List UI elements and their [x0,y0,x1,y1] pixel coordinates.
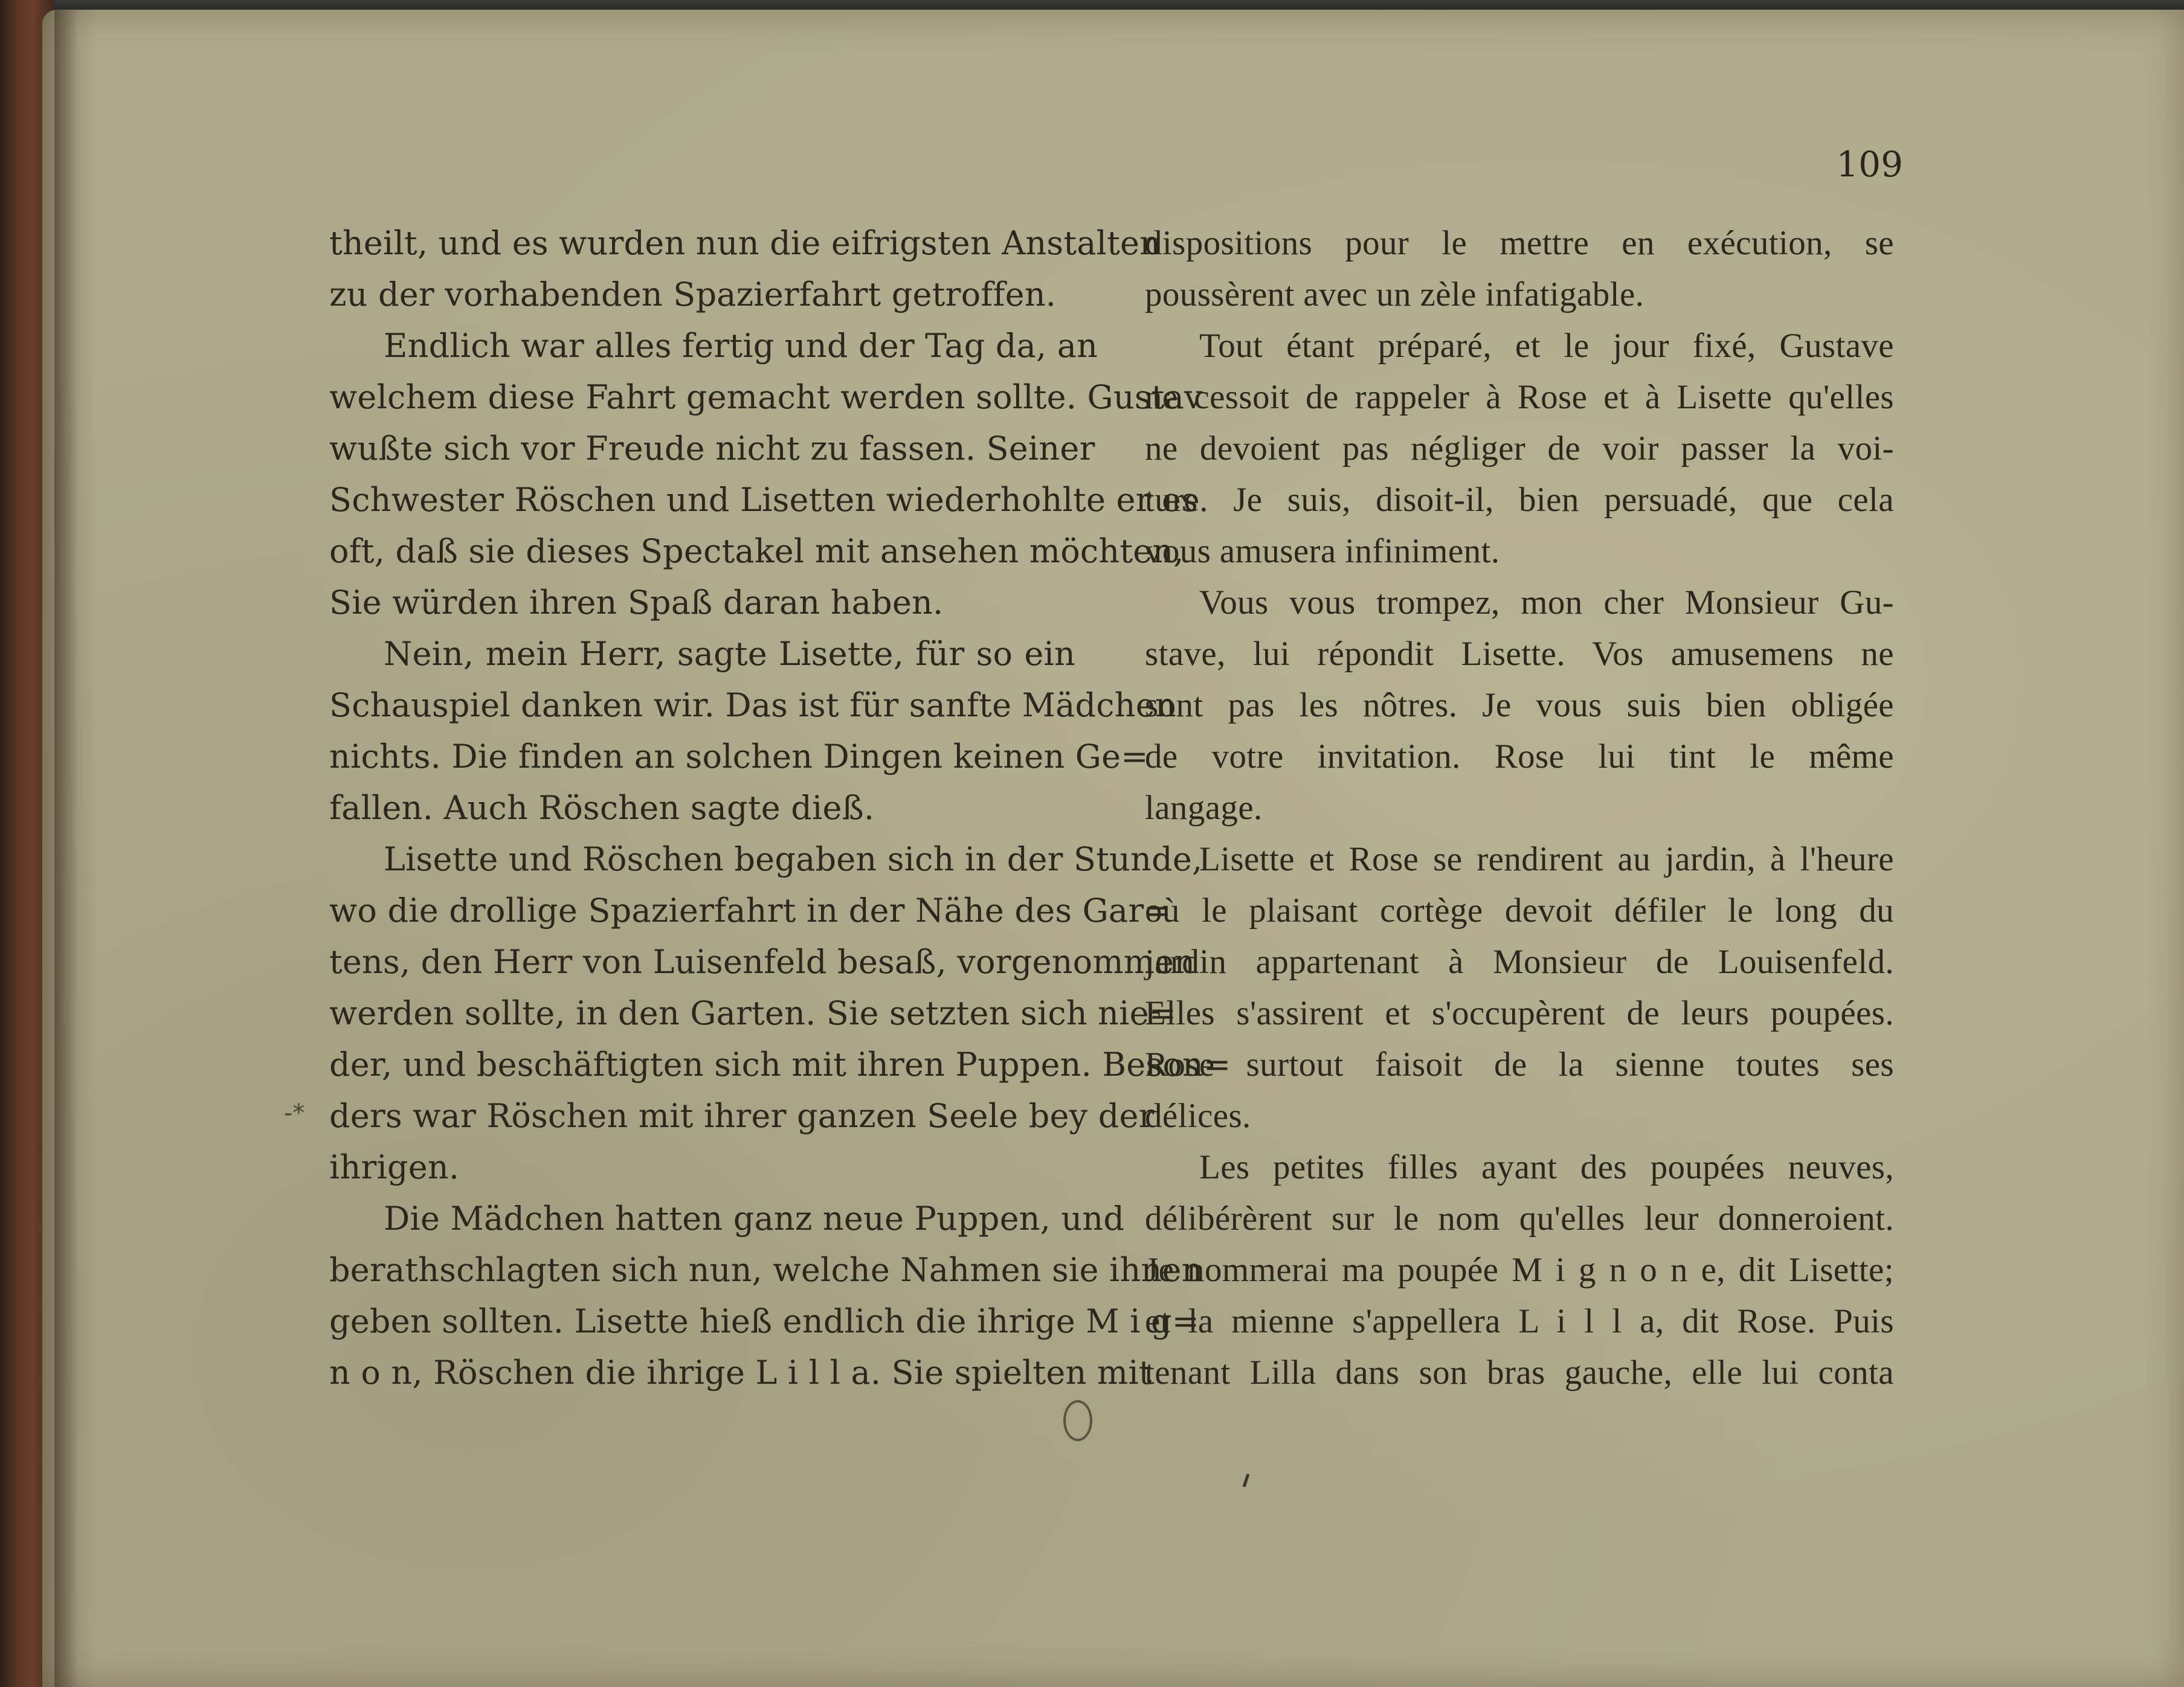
french-line: de votre invitation. Rose lui tint le même [1145,737,1894,776]
german-line: Die Mädchen hatten ganz neue Puppen, und [384,1200,1125,1238]
german-line: ders war Röschen mit ihrer ganzen Seele bey der [329,1097,1155,1135]
german-line: berathschlagten sich nun, welche Nahmen sie ihnen [329,1251,1203,1289]
german-line: oft, daß sie dieses Spectakel mit ansehen möchten, [329,532,1184,570]
german-line: theilt, und es wurden nun die eifrigsten Anstalten [329,224,1161,262]
page-gutter-shadow [54,10,79,1687]
german-line: wußte sich vor Freude nicht zu fassen. Seiner [329,429,1095,468]
german-line: wo die drollige Spazierfahrt in der Nähe des Gar= [329,892,1171,930]
german-line: ihrigen. [329,1148,460,1186]
french-line: tenant Lilla dans son bras gauche, elle lui conta [1145,1354,1894,1392]
german-line: Nein, mein Herr, sagte Lisette, für so ein [384,635,1075,673]
french-text-column [1145,217,1894,1398]
german-line: fallen. Auch Röschen sagte dieß. [329,789,875,827]
french-line: dispositions pour le mettre en exécution, se [1145,224,1894,262]
french-line: stave, lui répondit Lisette. Vos amusemens ne [1145,635,1894,673]
french-line: Rose surtout faisoit de la sienne toutes ses [1145,1046,1894,1084]
german-line: tens, den Herr von Luisenfeld besaß, vorgenommen [329,943,1196,981]
french-line: Les petites filles ayant des poupées neuves, [1199,1148,1894,1186]
french-line: langage. [1145,789,1263,827]
marginal-pencil-mark: -* [284,1099,305,1127]
french-line: jardin appartenant à Monsieur de Louisenfeld. [1145,943,1894,981]
page-number: 109 [1836,144,1903,185]
german-line: geben sollten. Lisette hieß endlich die ihrige M i g= [329,1302,1200,1340]
french-line: ne cessoit de rappeler à Rose et à Lisette qu'elles [1145,378,1894,416]
french-line: poussèrent avec un zèle infatigable. [1145,275,1644,313]
french-line: et la mienne s'appellera L i l l a, dit Rose. Puis [1145,1302,1894,1340]
german-line: Lisette und Röschen begaben sich in der Stunde, [384,840,1203,878]
french-line: sont pas les nôtres. Je vous suis bien obligée [1145,686,1894,724]
french-line: ne devoient pas négliger de voir passer la voi- [1145,429,1894,468]
french-line: délibérèrent sur le nom qu'elles leur donneroient. [1145,1200,1894,1238]
french-line: délices. [1145,1097,1251,1135]
german-line: n o n, Röschen die ihrige L i l l a. Sie spielten mit [329,1354,1152,1392]
german-line: Endlich war alles fertig und der Tag da, an [384,327,1098,365]
german-line: Sie würden ihren Spaß daran haben. [329,583,944,622]
german-line: nichts. Die finden an solchen Dingen keinen Ge= [329,737,1148,776]
french-line: Je nommerai ma poupée M i g n o n e, dit Lisette; [1145,1251,1894,1289]
german-line: welchem diese Fahrt gemacht werden sollte. Gustav [329,378,1203,416]
french-line: Tout étant préparé, et le jour fixé, Gustave [1199,327,1894,365]
german-line: Schauspiel danken wir. Das ist für sanfte Mädchen [329,686,1176,724]
french-line: Elles s'assirent et s'occupèrent de leurs poupées. [1145,994,1894,1032]
french-line: vous amusera infiniment. [1145,532,1500,570]
french-line: Vous vous trompez, mon cher Monsieur Gu- [1199,583,1894,622]
pencil-circle-mark [1063,1400,1092,1441]
german-line: werden sollte, in den Garten. Sie setzten sich nie= [329,994,1177,1032]
german-line: zu der vorhabenden Spazierfahrt getroffen. [329,275,1057,313]
french-line: ture. Je suis, disoit-il, bien persuadé, que cela [1145,481,1894,519]
french-line: où le plaisant cortège devoit défiler le long du [1145,892,1894,930]
german-line: der, und beschäftigten sich mit ihren Puppen. Beson= [329,1046,1231,1084]
french-line: Lisette et Rose se rendirent au jardin, à l'heure [1199,840,1894,878]
german-line: Schwester Röschen und Lisetten wiederhohlte er es [329,481,1199,519]
